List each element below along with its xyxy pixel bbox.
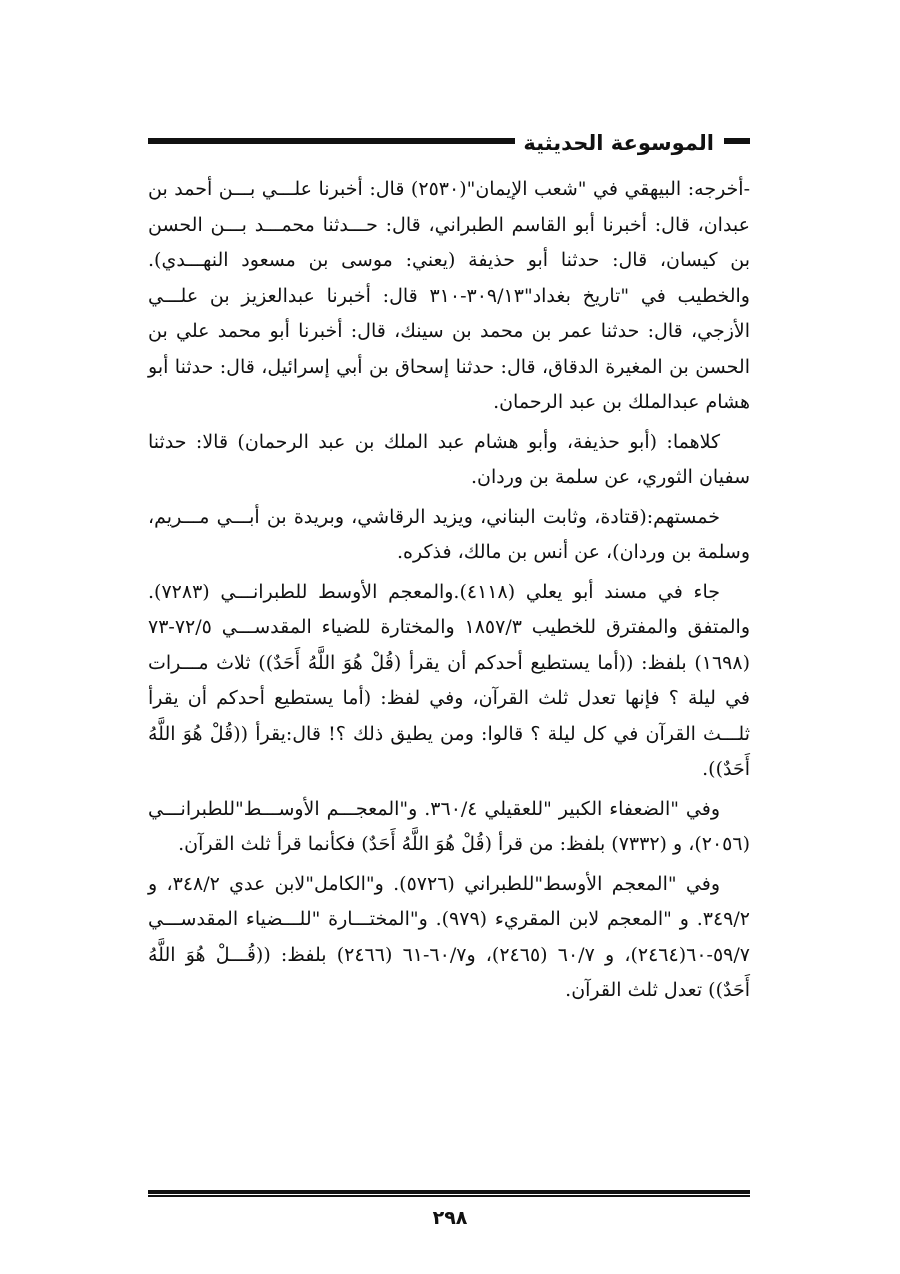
paragraph-kilahuma: كلاهما: (أبو حذيفة، وأبو هشام عبد الملك بن عبد الرحمان) قالا: حدثنا سفيان الثوري، عن سلمة بن وردان. (148, 430, 750, 488)
paragraph-khamsatuhum: خمستهم:(قتادة، وثابت البناني، ويزيد الرقاشي، وبريدة بن أبـــي مـــريم، وسلمة بن وردان)، عن أنس بن مالك، فذكره. (148, 505, 750, 563)
page-header (148, 125, 750, 161)
footer-rule (148, 1190, 750, 1197)
header-rule-left (148, 138, 548, 144)
header-rule-right (724, 138, 750, 144)
paragraph-mujam-awsat: وفي "المعجم الأوسط"للطبراني (٥٧٢٦). و"الكامل"لابن عدي ٣٤٨/٢، و ٣٤٩/٢. و "المعجم لابن المقريء (٩٧٩). و"المختـــارة "للـــضياء المقدســـي ٥٩/٧-٦٠(٢٤٦٤)، و ٦٠/٧ (٢٤٦٥)، و٦٠/٧-٦١ (٢٤٦٦) بلفظ: ((قُـــلْ هُوَ اللَّهُ أَحَدٌ)) تعدل ثلث القرآن. (148, 872, 750, 1001)
paragraph-takhrij: -أخرجه: البيهقي في "شعب الإيمان"(٢٥٣٠) قال: أخبرنا علـــي بـــن أحمد بن عبدان، قال: أخبرنا أبو القاسم الطبراني، قال: حـــدثنا محمـــد بـــن الحسن بن كيسان، قال: حدثنا أبو حذيفة (يعني: موسى بن مسعود النهـــدي). والخطيب في "تاريخ بغداد"٣٠٩/١٣-٣١٠ قال: أخبرنا عبدالعزيز بن علـــي الأزجي، قال: حدثنا عمر بن محمد بن سينك، قال: أخبرنا أبو محمد علي بن الحسن بن المغيرة الدقاق، قال: حدثنا إسحاق بن أبي إسرائيل، قال: حدثنا أبو هشام عبدالملك بن عبد الرحمان. (148, 178, 750, 413)
page-number: ٢٩٨ (432, 1207, 468, 1229)
paragraph-jaa-fi-musnad: جاء في مسند أبو يعلي (٤١١٨).والمعجم الأوسط للطبرانـــي (٧٢٨٣). والمتفق والمفترق للخطيب ١٨٥٧/٣ والمختارة للضياء المقدســـي ٧٢/٥-٧٣ (١٦٩٨) بلفظ: ((أما يستطيع أحدكم أن يقرأ (قُلْ هُوَ اللَّهُ أَحَدٌ)) ثلاث مـــرات في ليلة ؟ فإنها تعدل ثلث القرآن، وفي لفظ: (أما يستطيع أحدكم أن يقرأ ثلـــث القرآن في كل ليلة ؟ قالوا: ومن يطيق ذلك ؟! قال:يقرأ ((قُلْ هُوَ اللَّهُ أَحَدٌ)). (148, 580, 750, 780)
page-header-title: الموسوعة الحديثية (515, 125, 722, 161)
page-body (148, 172, 750, 1013)
paragraph-duafa: وفي "الضعفاء الكبير "للعقيلي ٣٦٠/٤. و"المعجـــم الأوســـط"للطبرانـــي (٢٠٥٦)، و (٧٣٣٢) بلفظ: من قرأ (قُلْ هُوَ اللَّهُ أَحَدٌ) فكأنما قرأ ثلث القرآن. (148, 797, 750, 855)
